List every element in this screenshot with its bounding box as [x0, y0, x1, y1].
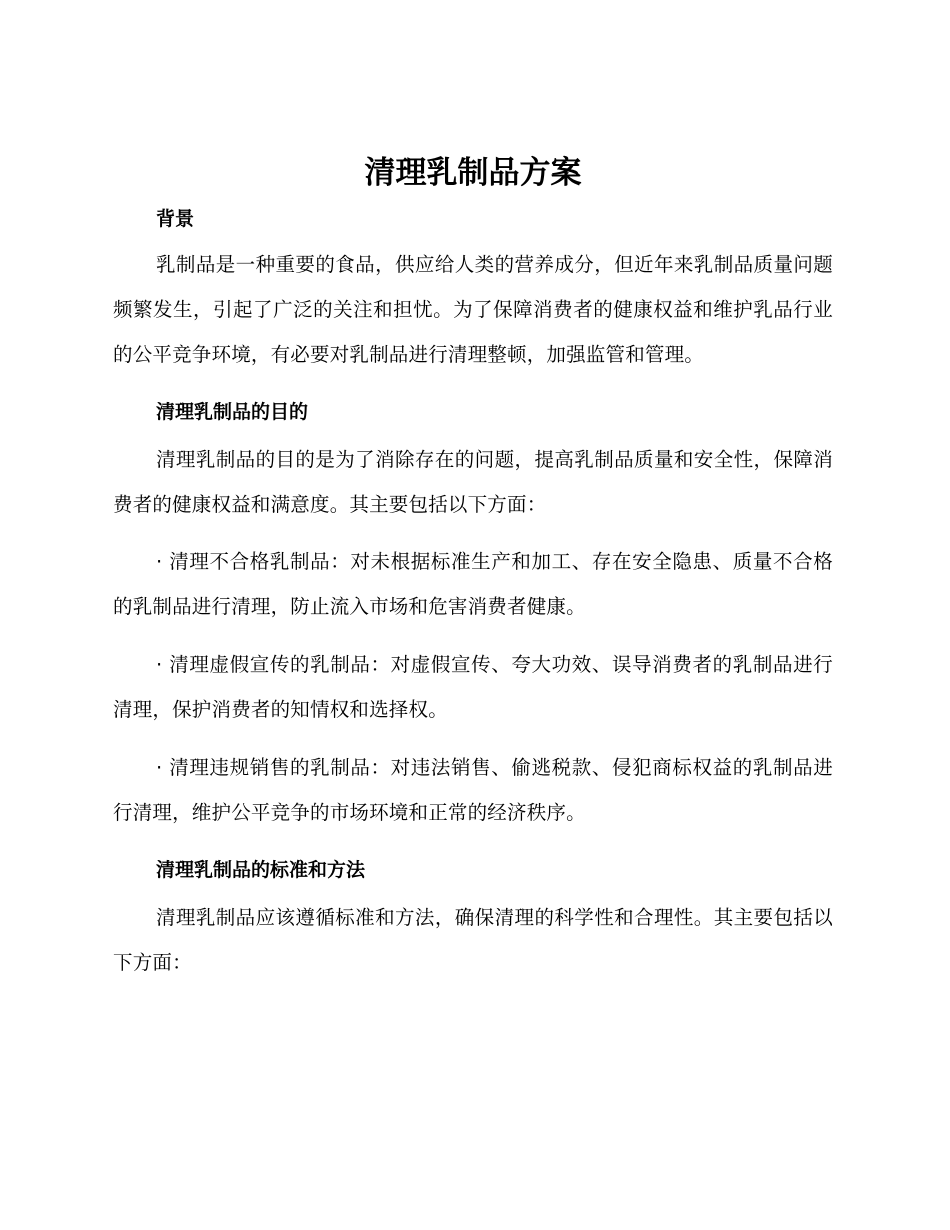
purpose-list-item: · 清理虚假宣传的乳制品：对虚假宣传、夸大功效、误导消费者的乳制品进行清理，保护消费者的知情权和选择权。	[113, 653, 833, 721]
purpose-paragraph: 清理乳制品的目的是为了消除存在的问题，提高乳制品质量和安全性，保障消费者的健康权益和满意度。其主要包括以下方面：	[113, 448, 833, 516]
document-page	[113, 148, 833, 985]
document-title: 清理乳制品方案	[364, 155, 582, 191]
section-heading-standards: 清理乳制品的标准和方法	[156, 859, 366, 881]
standards-paragraph: 清理乳制品应该遵循标准和方法，确保清理的科学性和合理性。其主要包括以下方面：	[113, 906, 833, 974]
section-heading-background: 背景	[156, 208, 195, 230]
section-heading-purpose: 清理乳制品的目的	[156, 401, 309, 423]
purpose-list-item: · 清理违规销售的乳制品：对违法销售、偷逃税款、侵犯商标权益的乳制品进行清理，维护公平竞争的市场环境和正常的经济秩序。	[113, 756, 833, 824]
background-paragraph: 乳制品是一种重要的食品，供应给人类的营养成分，但近年来乳制品质量问题频繁发生，引起了广泛的关注和担忧。为了保障消费者的健康权益和维护乳品行业的公平竞争环境，有必要对乳制品进行清理整顿，加强监管和管理。	[113, 253, 833, 366]
purpose-list-item: · 清理不合格乳制品：对未根据标准生产和加工、存在安全隐患、质量不合格的乳制品进行清理，防止流入市场和危害消费者健康。	[113, 550, 833, 618]
